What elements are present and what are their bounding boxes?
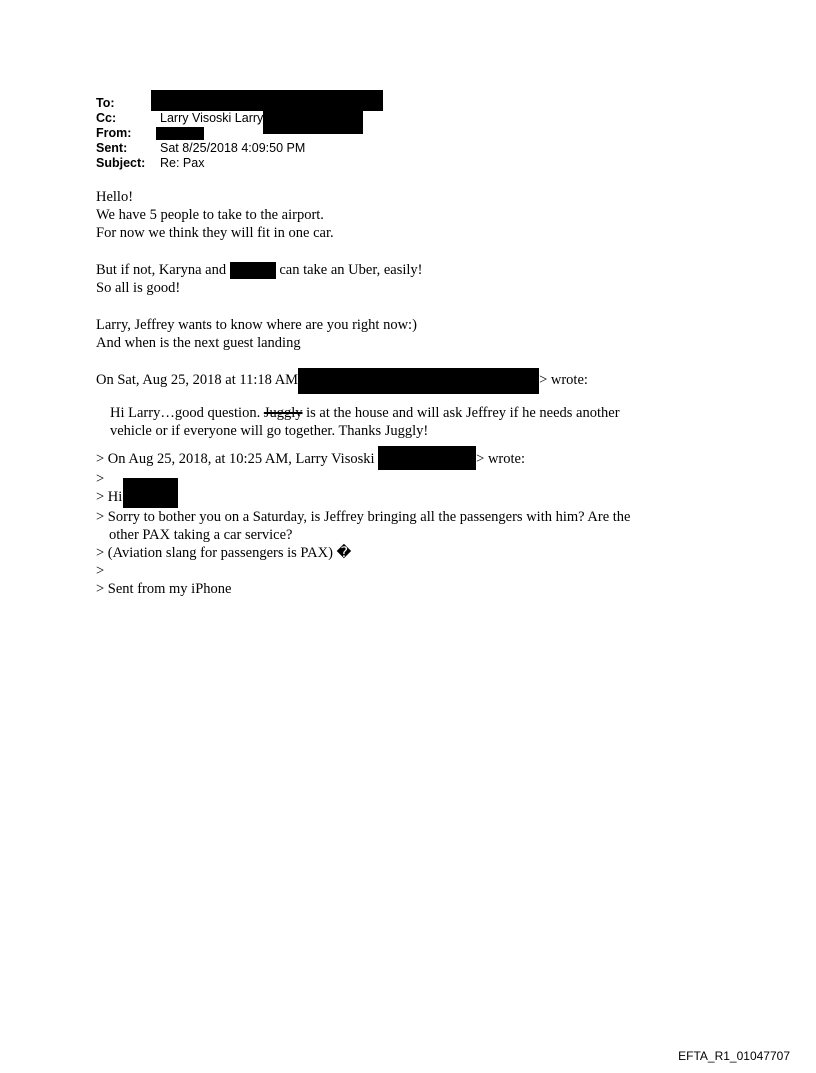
- to-label: To:: [96, 96, 115, 110]
- signature-line: > Sent from my iPhone: [96, 581, 232, 597]
- to-row: [96, 96, 383, 111]
- quote-intro-text: On Sat, Aug 25, 2018 at 11:18 AM: [96, 372, 299, 388]
- quoted-line: >: [96, 563, 105, 579]
- quoted-line: >: [96, 471, 105, 487]
- from-label: From:: [96, 126, 132, 140]
- message-line: Larry, Jeffrey wants to know where are you right now:): [96, 317, 417, 333]
- redaction-bar: [378, 446, 476, 470]
- from-row: [96, 126, 383, 141]
- cc-row: [96, 111, 383, 126]
- greeting: Hello!: [96, 189, 134, 205]
- from-value: [160, 126, 204, 141]
- quoted-text: Hi Larry…good question.: [110, 405, 261, 421]
- subject-label: Subject:: [96, 156, 146, 170]
- quote-intro: [96, 450, 716, 470]
- message-text: But if not, Karyna and: [96, 262, 227, 278]
- cc-label: Cc:: [96, 111, 117, 125]
- message-line: We have 5 people to take to the airport.: [96, 207, 324, 223]
- document-id: EFTA_R1_01047707: [678, 1049, 790, 1063]
- redaction-bar: [123, 478, 178, 508]
- redaction-bar: [151, 90, 383, 111]
- message-line: So all is good!: [96, 280, 181, 296]
- to-value: [160, 96, 383, 111]
- redaction-bar: [156, 127, 204, 140]
- sent-value: Sat 8/25/2018 4:09:50 PM: [160, 141, 306, 155]
- subject-row: [96, 156, 383, 171]
- quoted-text: > Hi: [96, 489, 123, 505]
- quoted-line: > Sorry to bother you on a Saturday, is Jeffrey bringing all the passengers with him? Are the: [96, 509, 631, 525]
- struck-name: Juggly: [263, 405, 303, 421]
- redaction-bar: [230, 262, 276, 279]
- cc-name: Larry Visoski Larry: [160, 111, 264, 125]
- quoted-line: [96, 488, 716, 508]
- subject-value: Re: Pax: [160, 156, 205, 170]
- quoted-text: is at the house and will ask Jeffrey if he needs another: [306, 405, 620, 421]
- message-text: can take an Uber, easily!: [279, 262, 423, 278]
- message-line: And when is the next guest landing: [96, 335, 301, 351]
- quoted-reply: vehicle or if everyone will go together. Thanks Juggly!: [110, 423, 429, 439]
- quote-intro-text: > wrote:: [539, 372, 588, 388]
- quote-intro-text: > wrote:: [476, 451, 525, 467]
- email-header: [96, 96, 383, 171]
- sent-row: [96, 141, 383, 156]
- redaction-bar: [298, 368, 539, 394]
- quoted-reply: [96, 404, 716, 422]
- quoted-line: > (Aviation slang for passengers is PAX) �: [96, 545, 352, 561]
- message-line: [96, 261, 716, 279]
- email-body: [96, 188, 716, 598]
- sent-label: Sent:: [96, 141, 128, 155]
- quote-intro: [96, 371, 716, 394]
- quoted-line: other PAX taking a car service?: [109, 527, 293, 543]
- message-line: For now we think they will fit in one car.: [96, 225, 334, 241]
- cc-value: [160, 111, 363, 126]
- quote-intro-text: > On Aug 25, 2018, at 10:25 AM, Larry Visoski: [96, 451, 375, 467]
